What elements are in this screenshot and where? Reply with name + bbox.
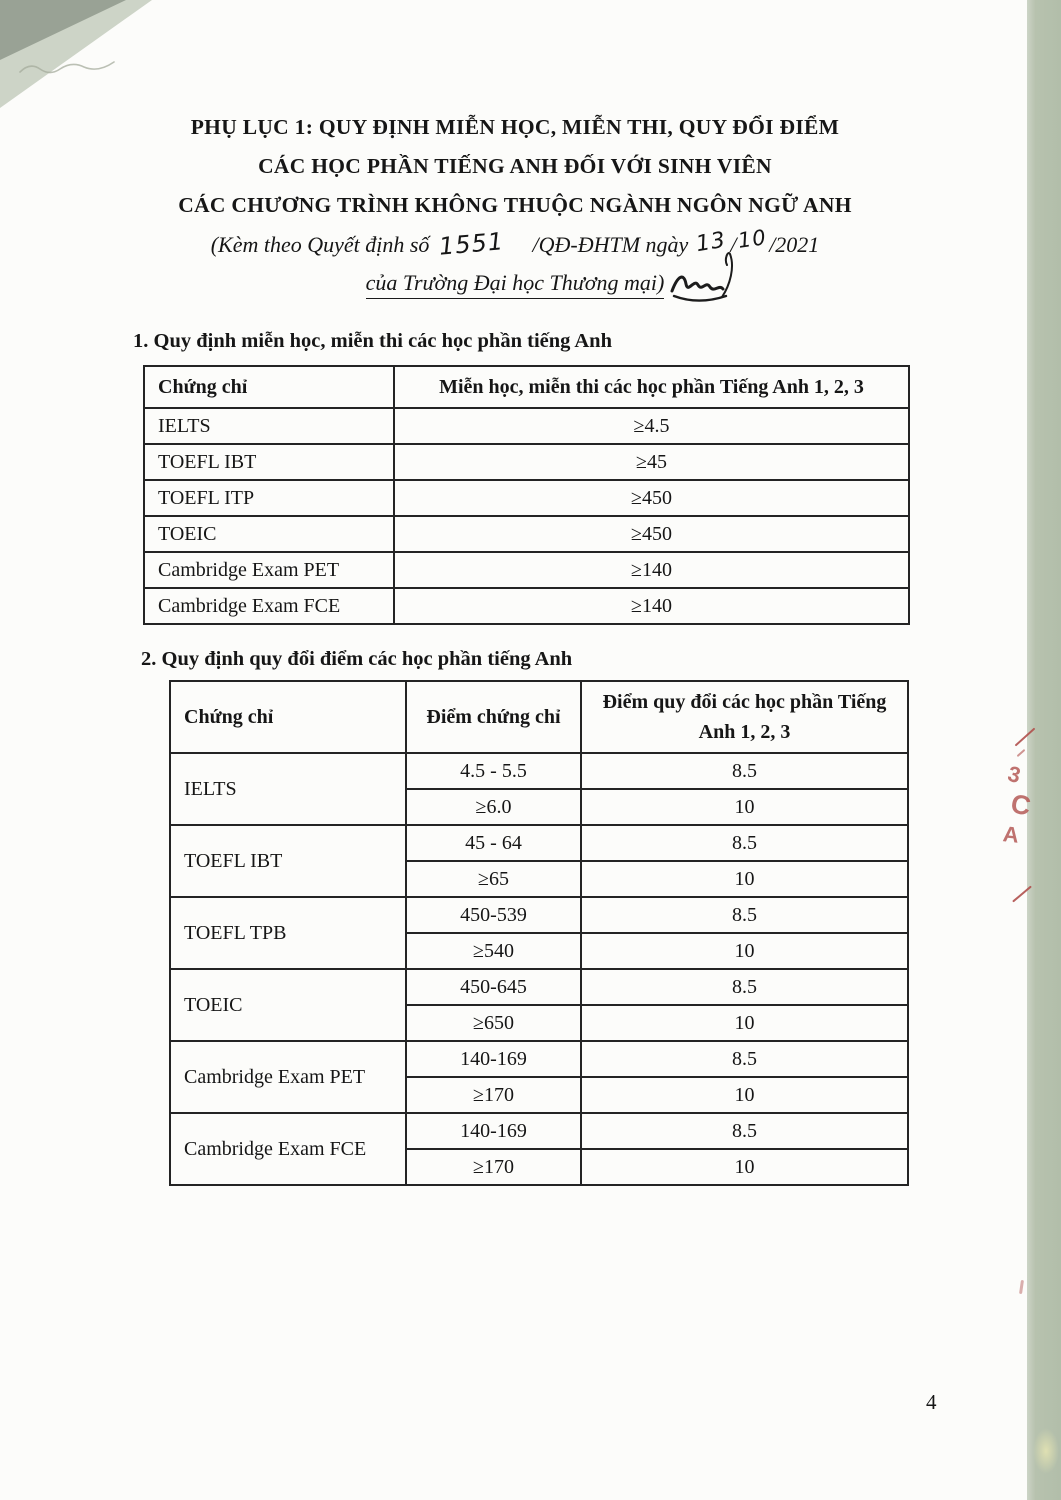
converted-score-cell: 10 — [581, 933, 908, 969]
score-range-cell: 450-645 — [406, 969, 581, 1005]
score-cell: ≥45 — [394, 444, 909, 480]
red-stamp-mark-line — [1017, 749, 1026, 757]
scan-edge-strip — [1027, 0, 1061, 1500]
handwritten-month: 10 — [736, 225, 769, 253]
certificate-cell: TOEFL IBT — [170, 825, 406, 897]
title-line-3: CÁC CHƯƠNG TRÌNH KHÔNG THUỘC NGÀNH NGÔN NGỮ ANH — [178, 193, 852, 217]
date-slash: / — [730, 232, 737, 257]
table-row — [170, 969, 908, 1005]
score-cell: ≥140 — [394, 552, 909, 588]
certificate-cell: TOEIC — [144, 516, 394, 552]
column-header-converted-score: Điểm quy đổi các học phần Tiếng Anh 1, 2, 3 — [581, 681, 908, 753]
score-range-cell: 45 - 64 — [406, 825, 581, 861]
score-cell: ≥450 — [394, 516, 909, 552]
exemption-table — [143, 365, 910, 625]
table-row — [170, 1041, 908, 1077]
title-line-1: PHỤ LỤC 1: QUY ĐỊNH MIỄN HỌC, MIỄN THI, QUY ĐỔI ĐIỂM — [190, 115, 840, 139]
annotation-prefix: (Kèm theo Quyết định số — [210, 232, 430, 257]
score-range-cell: ≥65 — [406, 861, 581, 897]
converted-score-cell: 8.5 — [581, 753, 908, 789]
converted-score-cell: 10 — [581, 1005, 908, 1041]
scan-edge-smudge — [1033, 1428, 1059, 1474]
red-stamp-mark-line — [1019, 1280, 1024, 1294]
annotation-year: /2021 — [769, 232, 820, 257]
column-header-certificate: Chứng chỉ — [144, 366, 394, 408]
issuer-text: của Trường Đại học Thương mại) — [366, 270, 665, 299]
certificate-cell: Cambridge Exam PET — [144, 552, 394, 588]
table-row — [144, 552, 909, 588]
certificate-cell: TOEFL ITP — [144, 480, 394, 516]
score-cell: ≥140 — [394, 588, 909, 624]
table-row — [170, 825, 908, 861]
decision-annotation-line — [0, 227, 1030, 263]
table-row — [170, 1113, 908, 1149]
converted-score-cell: 8.5 — [581, 825, 908, 861]
score-range-cell: 140-169 — [406, 1113, 581, 1149]
table-row — [144, 480, 909, 516]
page-number: 4 — [926, 1390, 937, 1414]
score-range-cell: ≥540 — [406, 933, 581, 969]
table-row — [144, 516, 909, 552]
certificate-cell: Cambridge Exam FCE — [144, 588, 394, 624]
faint-pencil-scribble — [18, 52, 138, 82]
table-row — [144, 444, 909, 480]
red-stamp-fragment-char: C — [1008, 788, 1034, 822]
table-row — [170, 897, 908, 933]
red-stamp-fragment-char: 3 — [1005, 760, 1024, 789]
converted-score-cell: 8.5 — [581, 969, 908, 1005]
score-cell: ≥4.5 — [394, 408, 909, 444]
converted-score-cell: 8.5 — [581, 1113, 908, 1149]
handwritten-decision-number: 1551 — [438, 227, 506, 261]
certificate-cell: TOEFL IBT — [144, 444, 394, 480]
signature-scribble — [668, 251, 760, 313]
section2-heading: 2. Quy định quy đổi điểm các học phần tiếng Anh — [141, 648, 573, 670]
converted-score-cell: 10 — [581, 1149, 908, 1185]
annotation-middle: /QĐ-ĐHTM ngày — [532, 232, 689, 257]
certificate-cell: IELTS — [144, 408, 394, 444]
score-cell: ≥450 — [394, 480, 909, 516]
score-range-cell: ≥650 — [406, 1005, 581, 1041]
converted-score-cell: 10 — [581, 1077, 908, 1113]
converted-score-cell: 10 — [581, 789, 908, 825]
column-header-certificate: Chứng chỉ — [170, 681, 406, 753]
handwritten-day: 13 — [694, 227, 729, 258]
score-range-cell: 140-169 — [406, 1041, 581, 1077]
converted-score-cell: 8.5 — [581, 1041, 908, 1077]
column-header-certificate-score: Điểm chứng chỉ — [406, 681, 581, 753]
column-header-exemption: Miễn học, miễn thi các học phần Tiếng Anh 1, 2, 3 — [394, 366, 909, 408]
certificate-cell: IELTS — [170, 753, 406, 825]
table-row — [170, 753, 908, 789]
converted-score-cell: 10 — [581, 861, 908, 897]
certificate-cell: TOEFL TPB — [170, 897, 406, 969]
conversion-table — [169, 680, 909, 1186]
certificate-cell: Cambridge Exam FCE — [170, 1113, 406, 1185]
table-header-row — [144, 366, 909, 408]
document-title-block — [0, 108, 1030, 300]
score-range-cell: 450-539 — [406, 897, 581, 933]
section1-heading: 1. Quy định miễn học, miễn thi các học phần tiếng Anh — [133, 330, 612, 352]
certificate-cell: TOEIC — [170, 969, 406, 1041]
certificate-cell: Cambridge Exam PET — [170, 1041, 406, 1113]
score-range-cell: ≥6.0 — [406, 789, 581, 825]
issuer-line — [0, 265, 1030, 300]
score-range-cell: ≥170 — [406, 1149, 581, 1185]
table-header-row — [170, 681, 908, 753]
converted-score-cell: 8.5 — [581, 897, 908, 933]
score-range-cell: ≥170 — [406, 1077, 581, 1113]
table-row — [144, 408, 909, 444]
red-stamp-fragment-char: A — [1001, 821, 1021, 848]
score-range-cell: 4.5 - 5.5 — [406, 753, 581, 789]
title-line-2: CÁC HỌC PHẦN TIẾNG ANH ĐỐI VỚI SINH VIÊN — [258, 154, 772, 178]
table-row — [144, 588, 909, 624]
